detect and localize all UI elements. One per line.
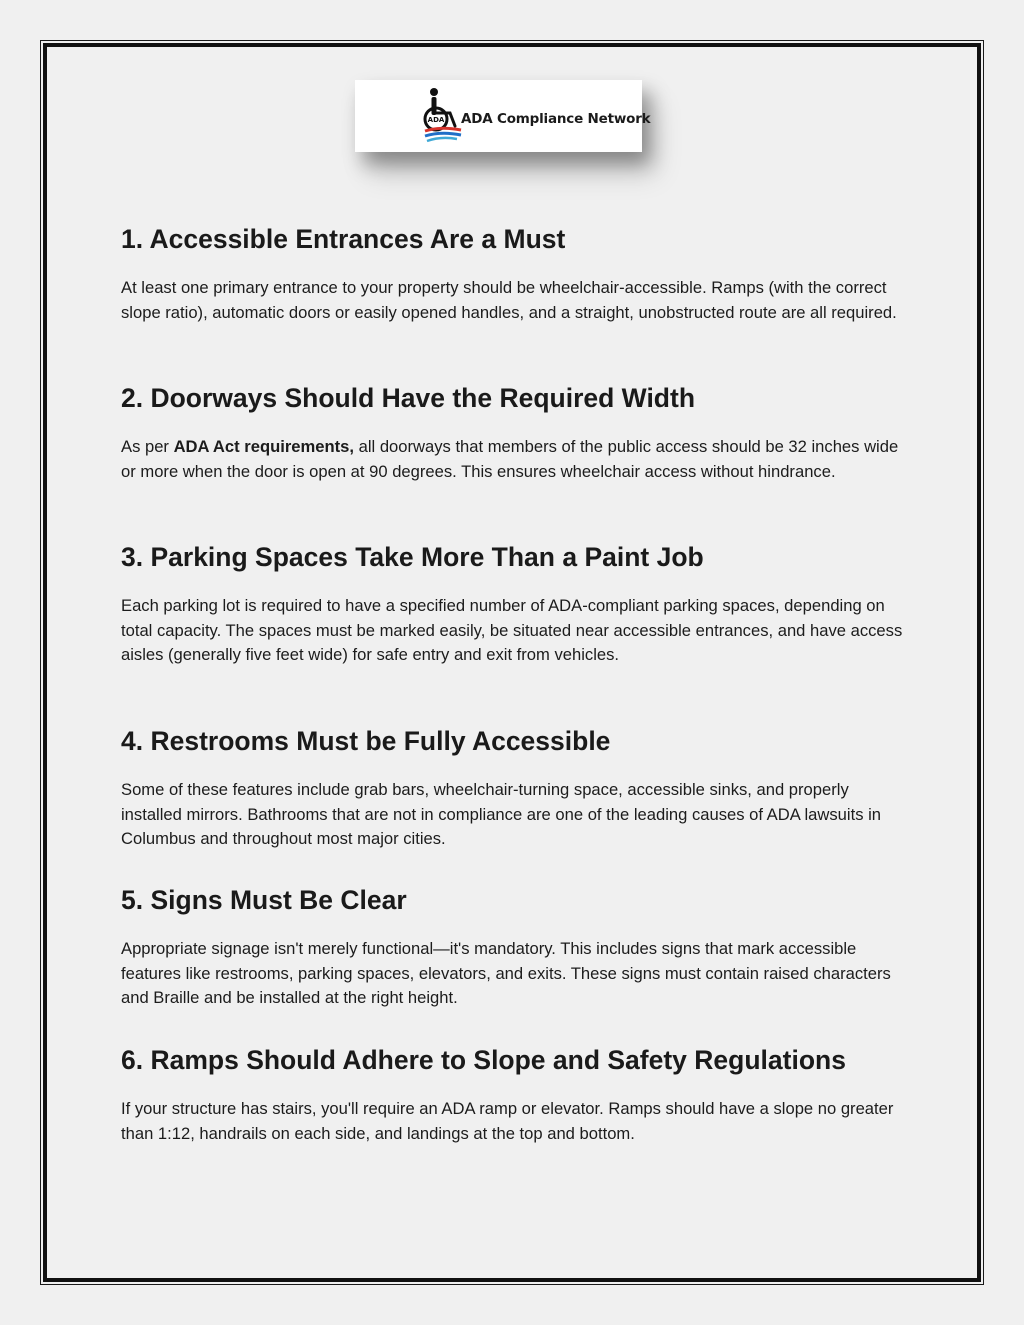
logo-text: ADA Compliance Network [461, 111, 651, 127]
section-heading: 1. Accessible Entrances Are a Must [121, 224, 566, 254]
section-body [121, 435, 911, 484]
section-heading: 4. Restrooms Must be Fully Accessible [121, 726, 611, 756]
body-prefix: As per [121, 437, 174, 456]
section-heading: 5. Signs Must Be Clear [121, 885, 407, 915]
section-heading: 3. Parking Spaces Take More Than a Paint Job [121, 542, 704, 572]
section-doorway-width [121, 379, 911, 484]
section-signs [121, 881, 911, 1011]
logo-card [355, 80, 651, 152]
section-body: If your structure has stairs, you'll require an ADA ramp or elevator. Ramps should have a slope no greater than 1:12, handrails on each side, and landings at the top and bottom. [121, 1099, 894, 1143]
section-accessible-entrances [121, 220, 911, 325]
section-restrooms [121, 722, 911, 852]
section-body: Some of these features include grab bars, wheelchair-turning space, accessible sinks, and properly installed mirrors. Bathrooms that are not in compliance are one of the leading causes of ADA lawsuits in Columbus and throughout most major cities. [121, 780, 882, 848]
logo-badge-text: ADA [427, 116, 445, 124]
section-body: Each parking lot is required to have a specified number of ADA-compliant parking spaces, depending on total capacity. The spaces must be marked easily, be situated near accessible entrances, and have access aisles (generally five feet wide) for safe entry and exit from vehicles. [121, 596, 903, 664]
body-rest: all doorways that members of the public access should be 32 inches wide or more when the door is open at 90 degrees. This ensures wheelchair access without hindrance. [121, 437, 899, 481]
section-body: Appropriate signage isn't merely functional—it's mandatory. This includes signs that mark accessible features like restrooms, parking spaces, elevators, and exits. These signs must contain raised characters and Braille and be installed at the right height. [121, 939, 891, 1007]
section-parking-spaces [121, 538, 911, 668]
section-heading: 2. Doorways Should Have the Required Width [121, 383, 696, 413]
wheelchair-logo-icon [421, 86, 465, 146]
section-body: At least one primary entrance to your property should be wheelchair-accessible. Ramps (with the correct slope ratio), automatic doors or easily opened handles, and a straight, unobstructed route are all required. [121, 278, 897, 322]
section-ramps [121, 1041, 911, 1146]
section-heading: 6. Ramps Should Adhere to Slope and Safety Regulations [121, 1045, 846, 1075]
ada-requirements-link-text: ADA Act requirements, [173, 437, 354, 456]
